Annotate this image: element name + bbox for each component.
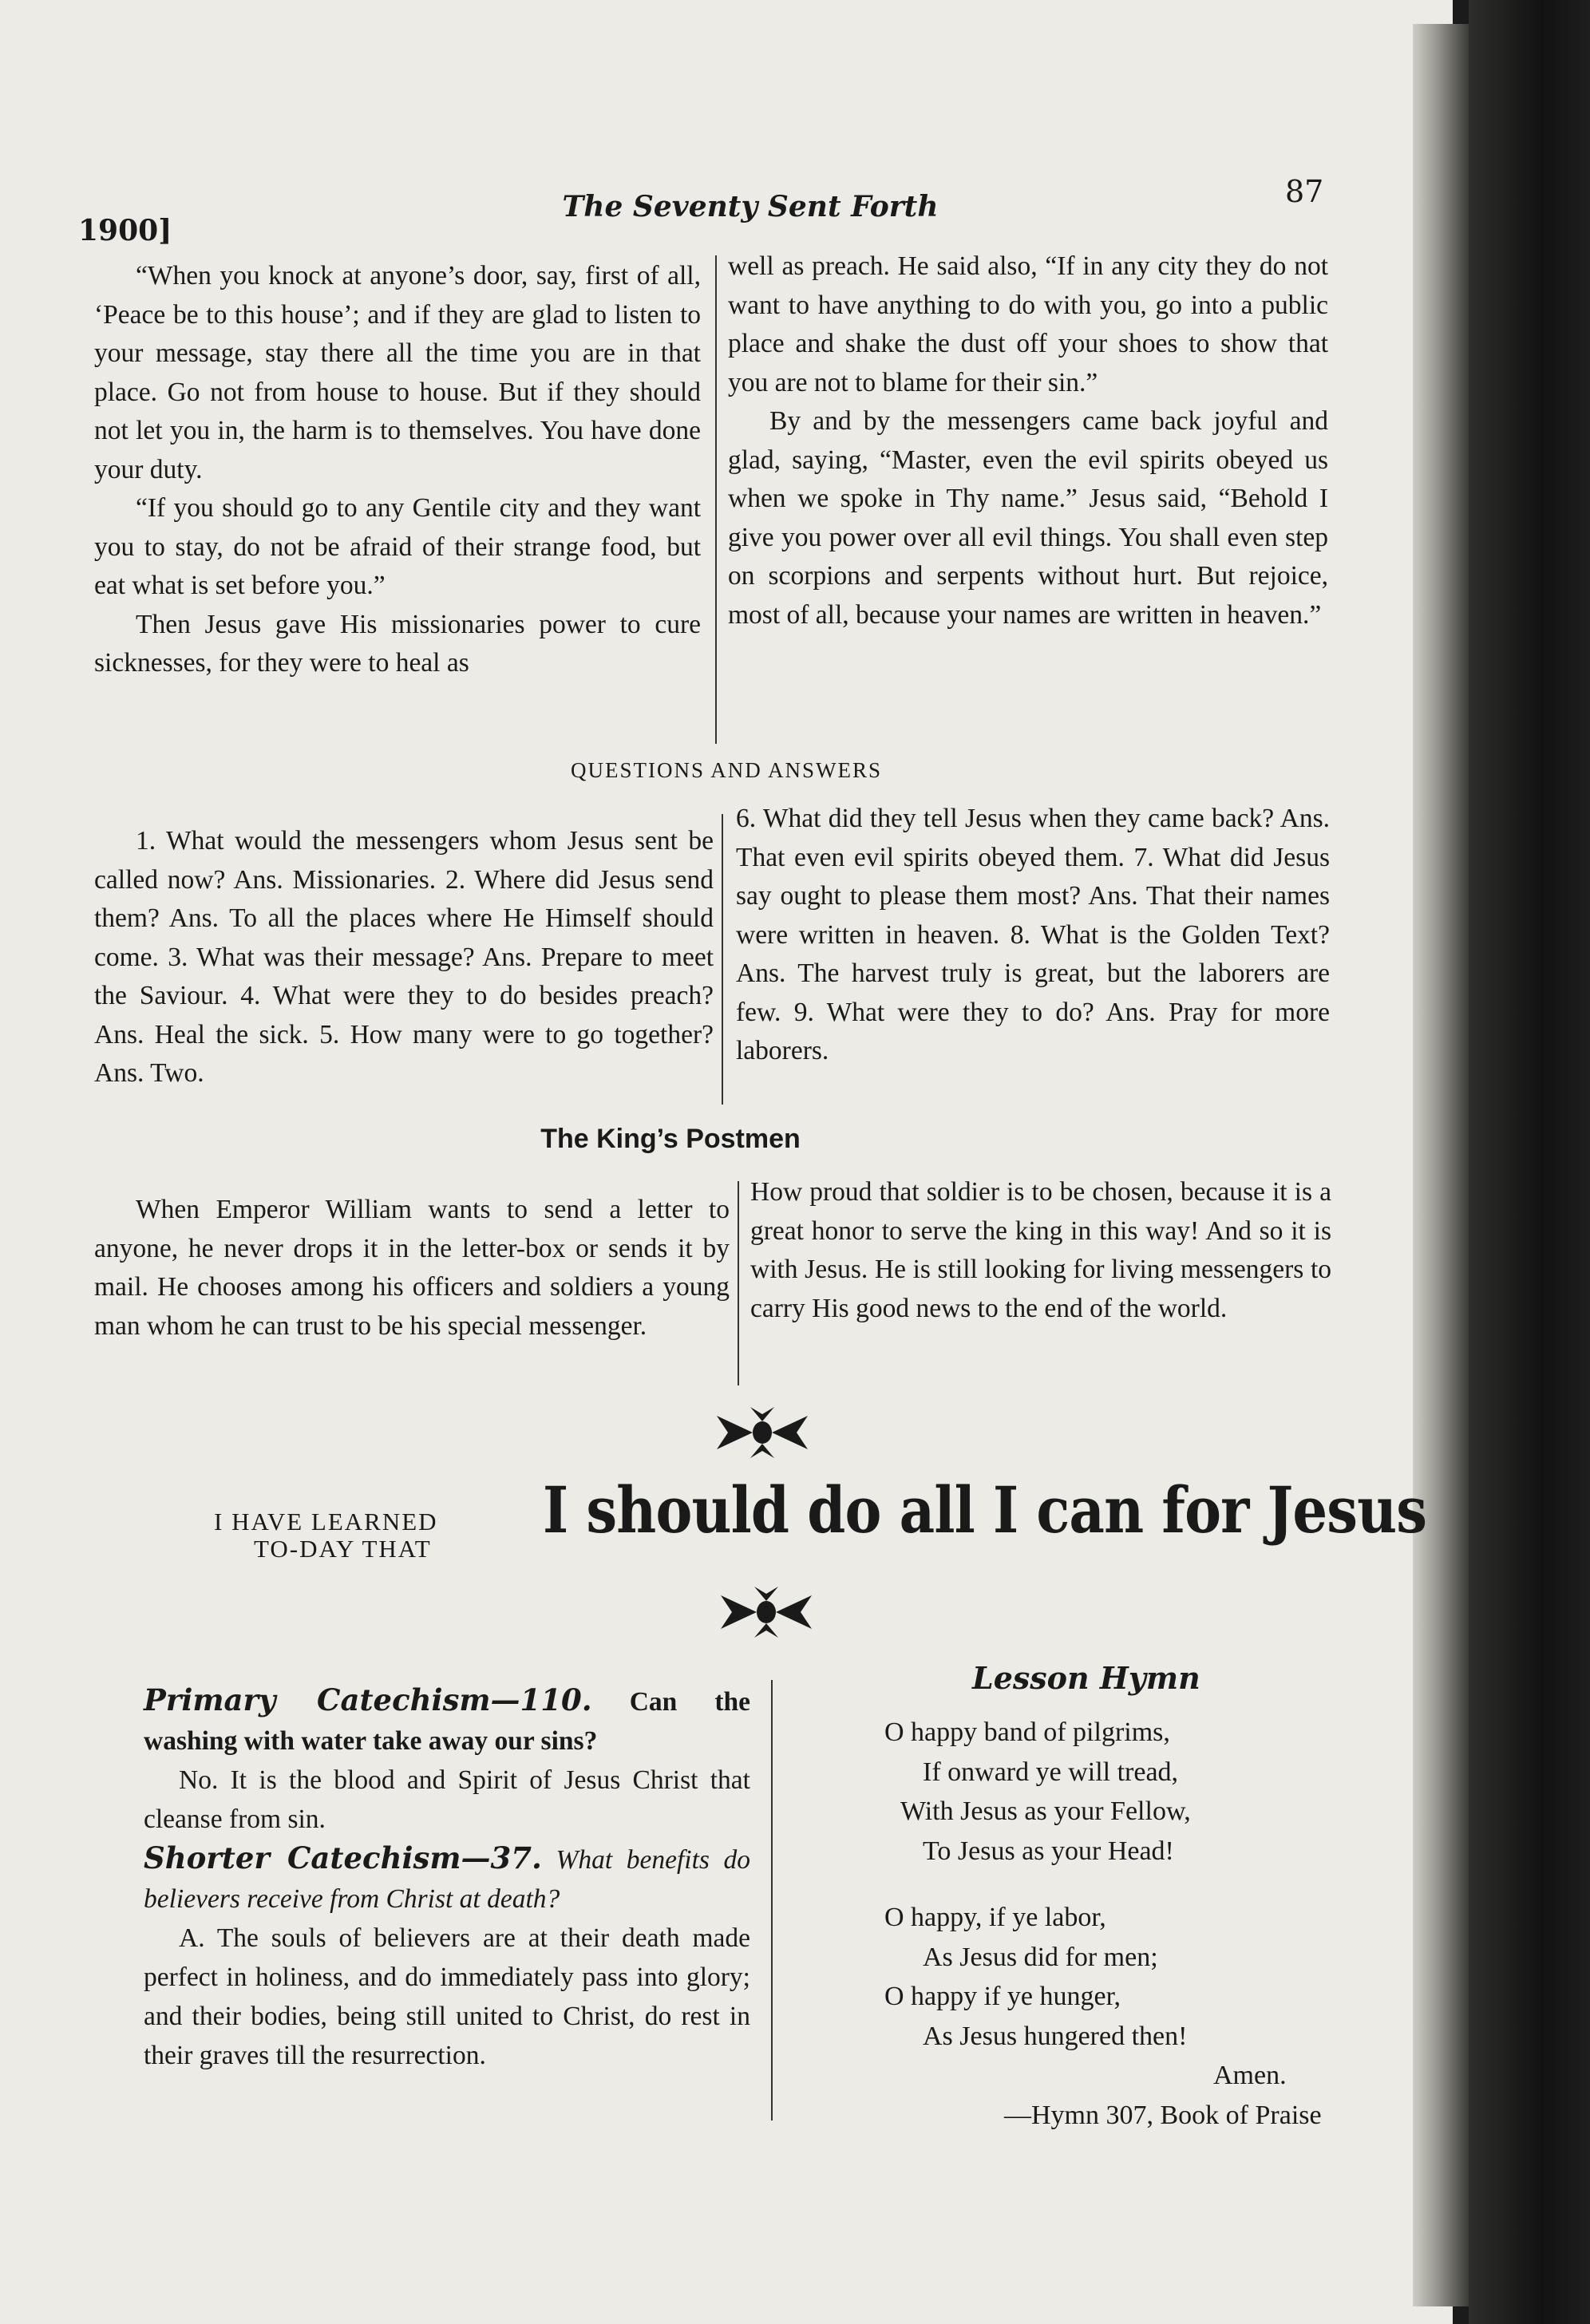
catechism-column — [144, 1681, 750, 2075]
postmen-heading-text: The King’s Postmen — [540, 1124, 801, 1154]
primary-catechism-name: Primary Catechism—110. — [144, 1682, 592, 1717]
hymn-line: If onward ye will tread, — [923, 1757, 1179, 1787]
shorter-catechism-name: Shorter Catechism—37. — [144, 1840, 542, 1875]
postmen-heading — [0, 1124, 1453, 1155]
hymn-source: —Hymn 307, Book of Praise — [1004, 2100, 1322, 2130]
qa-text: 6. What did they tell Jesus when they came back? Ans. That even evil spirits obeyed them. 7. What did Jesus say ought to please them most? Ans. That their names were written in heaven. 8. What is the Golden Text? Ans. The harvest truly is great, but the laborers are few. 9. What were they to do? Ans. Pray for more laborers. — [736, 804, 1330, 1065]
shorter-catechism-answer: A. The souls of believers are at their death made perfect in holiness, and do immediately pass into glory; and their bodies, being still united to Christ, do rest in their graves till the resurrection. — [144, 1923, 750, 2070]
qa-right-column — [736, 800, 1330, 1071]
postmen-left-column — [94, 1191, 730, 1346]
column-divider — [771, 1680, 773, 2120]
shorter-catechism-question: What benefits do believers receive from Christ at death? — [144, 1845, 750, 1914]
qa-text: 1. What would the messengers whom Jesus sent be called now? Ans. Missionaries. 2. Where did Jesus send them? Ans. To all the places where He Himself should come. 3. What was their message? Ans. Prepare to meet the Saviour. 4. What were they to do besides preach? Ans. Heal the sick. 5. How many were to go together? Ans. Two. — [94, 826, 714, 1088]
hymn-line: O happy band of pilgrims, — [884, 1717, 1170, 1747]
hymn-title: Lesson Hymn — [972, 1660, 1200, 1696]
column-divider — [738, 1181, 739, 1385]
primary-catechism — [144, 1681, 750, 1761]
book-page-edge — [1413, 24, 1469, 2306]
story-left-column — [94, 257, 701, 683]
primary-catechism-question: Can the washing with water take away our sins? — [144, 1687, 750, 1756]
learned-label — [214, 1508, 438, 1563]
hymn-line: As Jesus did for men; — [923, 1942, 1158, 1972]
page-number: 87 — [1285, 174, 1324, 209]
column-divider — [722, 814, 723, 1105]
learned-line: TO-DAY THAT — [254, 1535, 432, 1563]
shorter-catechism — [144, 1839, 750, 1919]
learned-motto: I should do all I can for Jesus — [543, 1472, 1427, 1547]
header-year: 1900] — [78, 214, 172, 247]
qa-heading: QUESTIONS AND ANSWERS — [570, 758, 883, 782]
hymn-line: O happy if ye hunger, — [884, 1982, 1121, 2011]
postmen-text: When Emperor William wants to send a letter to anyone, he never drops it in the letter-box or sends it by mail. He chooses among his officers and soldiers a young man whom he can trust to be his special messenger. — [94, 1195, 730, 1341]
primary-catechism-answer: No. It is the blood and Spirit of Jesus Christ that cleanse from sin. — [144, 1765, 750, 1834]
hymn-text — [884, 1713, 1322, 2135]
story-paragraph: “If you should go to any Gentile city and they want you to stay, do not be afraid of their strange food, but eat what is set before you.” — [94, 493, 701, 600]
story-right-column — [728, 247, 1328, 634]
learned-line: I HAVE LEARNED — [214, 1508, 438, 1536]
hymn-amen: Amen. — [1213, 2061, 1287, 2090]
hymn-line: With Jesus as your Fellow, — [900, 1796, 1191, 1826]
hymn-line: To Jesus as your Head! — [923, 1836, 1174, 1866]
postmen-right-column — [750, 1173, 1331, 1328]
qa-left-column — [94, 822, 714, 1093]
story-paragraph: well as preach. He said also, “If in any city they do not want to have anything to do with you, go into a public place and shake the dust off your shoes to show that you are not to blame for their sin.” — [728, 251, 1328, 397]
book-binding-shadow — [1469, 0, 1590, 2324]
column-divider — [715, 255, 717, 744]
story-paragraph: Then Jesus gave His missionaries power to cure sicknesses, for they were to heal as — [94, 609, 701, 678]
story-paragraph: By and by the messengers came back joyful and glad, saying, “Master, even the evil spirits obeyed us when we spoke in Thy name.” Jesus said, “Behold I give you power over all evil things. You shall even step on scorpions and serpents without hurt. But rejoice, most of all, because your names are written in heaven.” — [728, 406, 1328, 630]
postmen-text: How proud that soldier is to be chosen, because it is a great honor to serve the king in this way! And so it is with Jesus. He is still looking for living messengers to carry His good news to the end of the world. — [750, 1177, 1331, 1323]
ornament-fleuron-icon — [710, 1405, 814, 1460]
running-title-text: The Seventy Sent Forth — [562, 190, 939, 223]
ornament-fleuron-icon — [714, 1584, 818, 1640]
story-paragraph: “When you knock at anyone’s door, say, first of all, ‘Peace be to this house’; and if they are glad to listen to your message, stay there all the time you are in that place. Go not from house to house. But if they should not let you in, the harm is to themselves. You have done your duty. — [94, 261, 701, 484]
hymn-line: O happy, if ye labor, — [884, 1903, 1106, 1932]
hymn-line: As Jesus hungered then! — [923, 2021, 1188, 2051]
running-title — [0, 190, 1325, 223]
